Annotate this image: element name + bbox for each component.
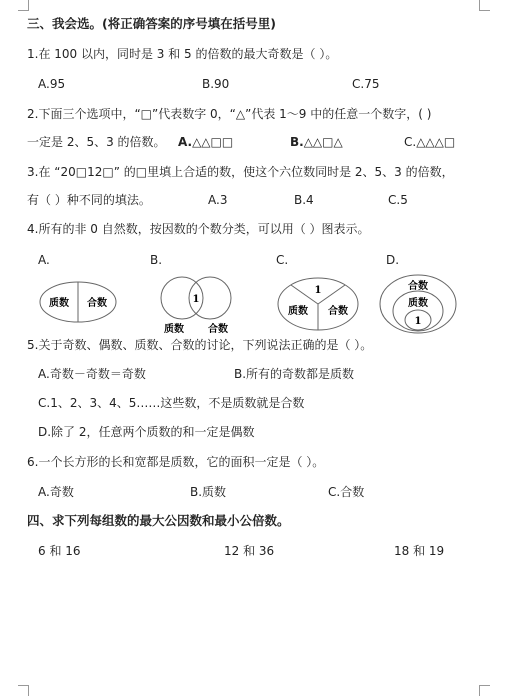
page-corner-mark (18, 685, 29, 696)
diagram-d-composite-label: 合数 (408, 281, 428, 292)
q4-option-b: B. (150, 253, 163, 267)
q2-option-b: B.△△□△ (290, 135, 343, 149)
q4-option-a: A. (38, 253, 50, 267)
page-corner-mark (479, 685, 490, 696)
q5-option-c: C.1、2、3、4、5……这些数，不是质数就是合数 (38, 396, 305, 410)
section-4-item: 6 和 16 (38, 544, 81, 558)
q6-option-c: C.合数 (328, 485, 365, 499)
section-4-item: 18 和 19 (394, 544, 445, 558)
question-4-stem: 4.所有的非 0 自然数，按因数的个数分类，可以用（ ）图表示。 (27, 222, 370, 236)
question-3-stem-continued: 有（ ）种不同的填法。 (27, 193, 151, 207)
diagram-d-one-label: 1 (414, 316, 422, 327)
q1-option-a: A.95 (38, 77, 66, 91)
section-3-title: 三、我会选。(将正确答案的序号填在括号里) (27, 16, 276, 31)
q5-option-a: A.奇数－奇数＝奇数 (38, 367, 146, 381)
q4-diagram-a (38, 278, 118, 326)
q6-option-b: B.质数 (190, 485, 227, 499)
q2-option-a: A.△△□□ (178, 135, 234, 149)
q3-option-c: C.5 (388, 193, 408, 207)
question-1-stem: 1.在 100 以内，同时是 3 和 5 的倍数的最大奇数是（ ）。 (27, 47, 338, 61)
diagram-b-one-label: 1 (192, 294, 200, 305)
page-corner-mark (479, 0, 490, 11)
q3-option-a: A.3 (208, 193, 228, 207)
q4-option-d: D. (386, 253, 400, 267)
section-4-title: 四、求下列每组数的最大公因数和最小公倍数。 (27, 513, 290, 528)
question-5-stem: 5.关于奇数、偶数、质数、合数的讨论，下列说法正确的是（ ）。 (27, 338, 373, 352)
question-2-stem-continued: 一定是 2、5、3 的倍数。 (27, 135, 166, 149)
q5-option-d: D.除了 2，任意两个质数的和一定是偶数 (38, 425, 255, 439)
q1-option-c: C.75 (352, 77, 380, 91)
q2-option-c: C.△△△□ (404, 135, 456, 149)
q4-option-c: C. (276, 253, 289, 267)
q3-option-b: B.4 (294, 193, 314, 207)
q1-option-b: B.90 (202, 77, 230, 91)
q4-diagram-c (276, 276, 360, 332)
diagram-c-composite-label: 合数 (328, 306, 348, 317)
q5-option-b: B.所有的奇数都是质数 (234, 367, 355, 381)
diagram-c-prime-label: 质数 (288, 306, 308, 317)
diagram-c-one-label: 1 (314, 285, 322, 296)
diagram-d-prime-label: 质数 (408, 298, 428, 309)
q4-diagram-b (148, 276, 244, 336)
q4-diagram-d (378, 273, 458, 335)
section-4-item: 12 和 36 (224, 544, 275, 558)
question-2-stem: 2.下面三个选项中，“□”代表数字 0，“△”代表 1～9 中的任意一个数字，( ) (27, 107, 432, 121)
diagram-a-prime-label: 质数 (49, 298, 69, 309)
question-6-stem: 6.一个长方形的长和宽都是质数，它的面积一定是（ ）。 (27, 455, 325, 469)
diagram-a-composite-label: 合数 (87, 298, 107, 309)
q6-option-a: A.奇数 (38, 485, 74, 499)
page-corner-mark (18, 0, 29, 11)
diagram-b-prime-label: 质数 (164, 324, 184, 335)
question-3-stem: 3.在 “20□12□” 的□里填上合适的数，使这个六位数同时是 2、5、3 的倍数， (27, 165, 454, 179)
diagram-b-composite-label: 合数 (208, 324, 228, 335)
